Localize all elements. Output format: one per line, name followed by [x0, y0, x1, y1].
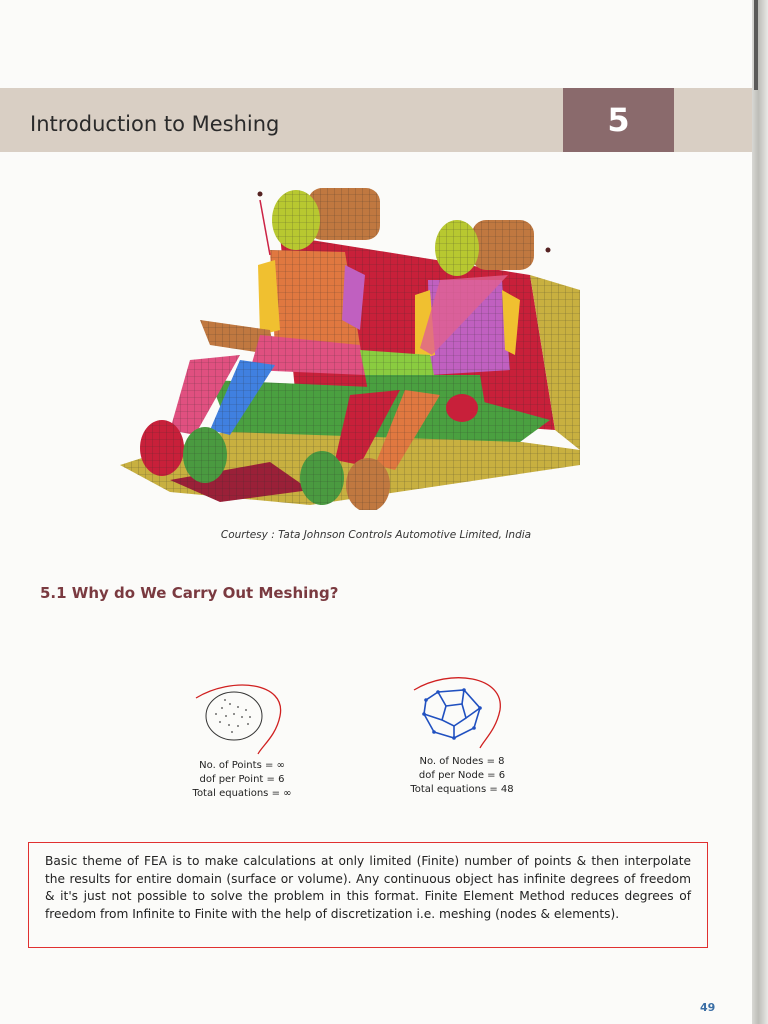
points-cloud [215, 699, 251, 733]
fea-summary-text: Basic theme of FEA is to make calculations at only limited (Finite) number of points & then interpolate the results for entire domain (surface or volume). Any continuous object has infinite degrees of freedom & it's just not possible to solve the problem in this format. Finite Element Method reduces degrees of freedom from Infinite to Finite with the help of discretization i.e. meshing (nodes & elements). [45, 854, 691, 921]
total-equations-discretized: Total equations = 48 [410, 784, 514, 795]
mesh-elements [424, 690, 480, 738]
page-number: 49 [700, 1001, 716, 1014]
mesh-dummies-figure [110, 180, 590, 510]
boundary-curve [196, 685, 281, 754]
page-edge-shadow [754, 0, 758, 90]
continuum-diagram [192, 672, 292, 756]
chapter-number-box [563, 88, 674, 152]
fea-summary-box [28, 842, 708, 948]
section-heading: 5.1 Why do We Carry Out Meshing? [40, 584, 339, 602]
chapter-title: Introduction to Meshing [30, 112, 280, 136]
dof-per-node: dof per Node = 6 [418, 770, 506, 781]
discretized-stats [404, 755, 520, 797]
total-equations-continuum: Total equations = ∞ [192, 788, 292, 799]
figure-caption: Courtesy : Tata Johnson Controls Automotive Limited, India [220, 529, 532, 541]
points-count: No. of Points = ∞ [199, 760, 285, 771]
chapter-number: 5 [607, 101, 630, 139]
nodes-count: No. of Nodes = 8 [419, 756, 505, 767]
boundary-curve [414, 678, 500, 748]
dof-per-point: dof per Point = 6 [199, 774, 285, 785]
discretized-diagram [410, 668, 510, 752]
page-edge [752, 0, 768, 1024]
continuum-stats [186, 759, 298, 801]
continuum-body [206, 692, 262, 740]
